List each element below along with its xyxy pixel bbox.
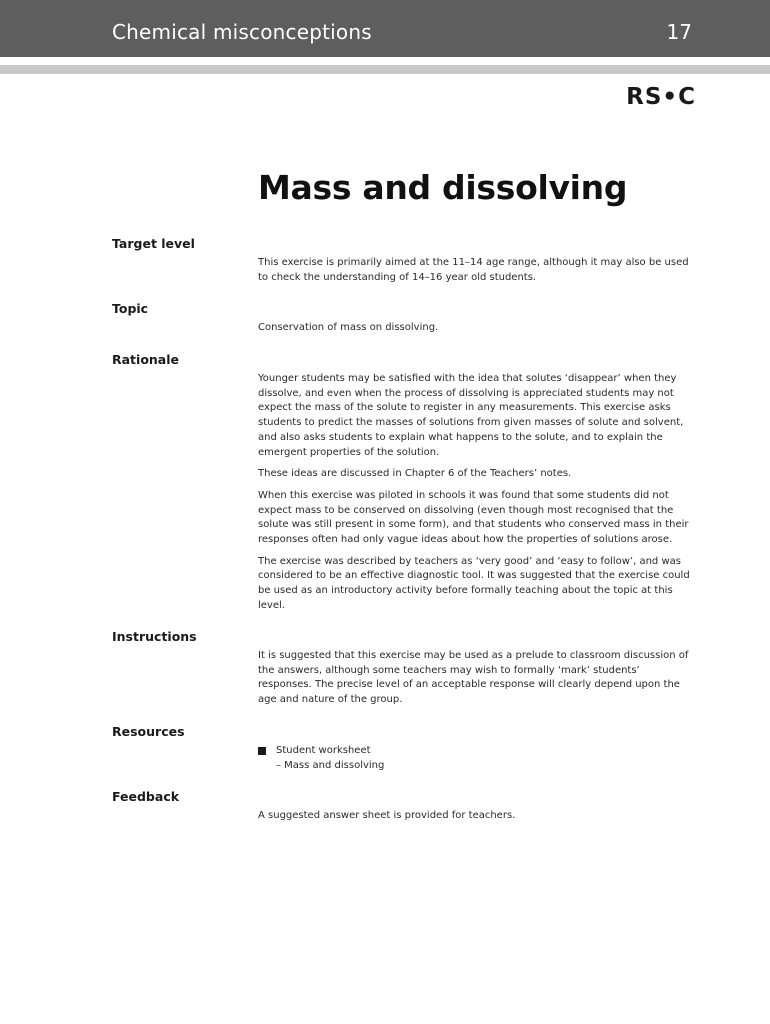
feedback-text: A suggested answer sheet is provided for teachers.	[258, 810, 516, 821]
rationale-paragraph: When this exercise was piloted in schools it was found that some students did not expect mass to be conserved on dissolving (even though most recognised that the solute was still present in some form), and that students who conserved mass in their responses often had only vague ideas about how the properties of solutions arose.	[258, 489, 689, 546]
rationale-paragraph: These ideas are discussed in Chapter 6 of the Teachers’ notes.	[258, 468, 572, 480]
section-body-topic	[258, 321, 690, 343]
rationale-paragraph: The exercise was described by teachers as ‘very good’ and ‘easy to follow’, and was considered to be an effective diagnostic tool. It was suggested that the exercise could be used as an introductory activity before formally teaching about the topic at this level.	[258, 555, 690, 611]
header-title: Chemical misconceptions	[112, 20, 372, 44]
page-number: 17	[666, 20, 692, 44]
resource-item-label: Student worksheet	[276, 745, 371, 756]
section-body-feedback	[258, 809, 690, 831]
section-label-resources: Resources	[112, 724, 185, 739]
square-bullet-icon	[258, 747, 266, 755]
section-label-feedback: Feedback	[112, 789, 180, 804]
target-level-text: This exercise is primarily aimed at the 11–14 age range, although it may also be used to check the understanding of 14–16 year old students.	[258, 257, 689, 283]
topic-text: Conservation of mass on dissolving.	[258, 322, 439, 333]
section-body-instructions	[258, 649, 690, 715]
header-divider	[0, 65, 770, 74]
rsc-logo: RS•C	[626, 84, 696, 110]
rationale-paragraph: Younger students may be satisfied with the idea that solutes ‘disappear’ when they dissolve, and even when the process of dissolving is appreciated students may not expect the mass of the solute to register in any measurements. This exercise asks students to predict the masses of solutions from given masses of solute and solvent, and also asks students to explain what happens to the solute, and to explain the emergent properties of the solution.	[258, 373, 684, 458]
section-body-target-level	[258, 256, 690, 292]
section-label-topic: Topic	[112, 301, 149, 316]
instructions-text: It is suggested that this exercise may be used as a prelude to classroom discussion of the answers, although some teachers may wish to formally ‘mark’ students’ responses. The precise level of an acceptable response will clearly depend upon the age and nature of the group.	[258, 650, 689, 706]
section-label-rationale: Rationale	[112, 352, 180, 367]
resource-list-item	[258, 744, 690, 759]
resource-sub-item: – Mass and dissolving	[276, 759, 385, 771]
section-body-rationale	[258, 372, 690, 621]
section-label-target-level: Target level	[112, 236, 195, 251]
header-bar	[0, 0, 770, 57]
section-label-instructions: Instructions	[112, 629, 197, 644]
page-title: Mass and dissolving	[258, 168, 628, 207]
section-body-resources	[258, 744, 690, 773]
